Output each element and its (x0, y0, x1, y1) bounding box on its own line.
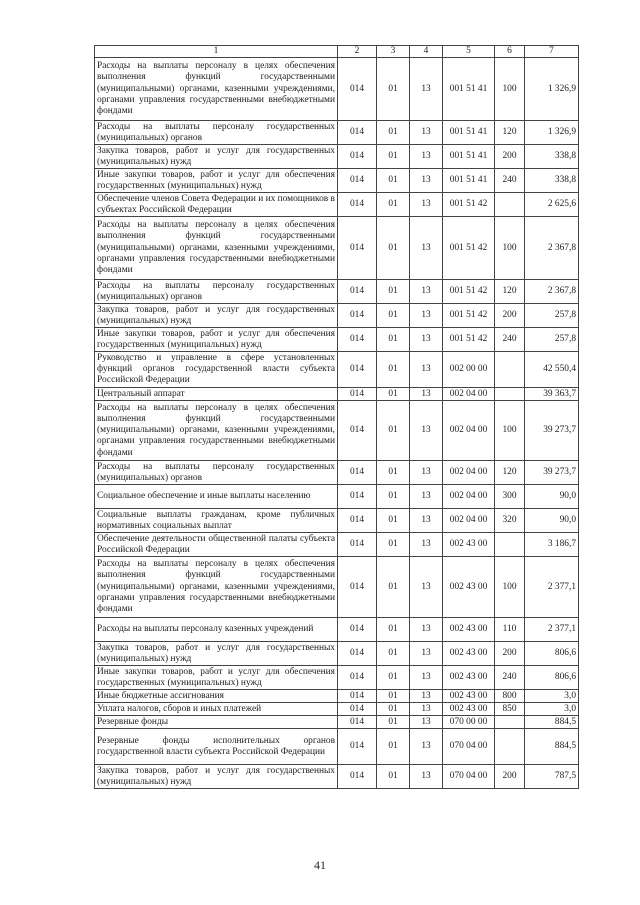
cell-description: Социальные выплаты гражданам, кроме публичных нормативных социальных выплат (95, 509, 338, 533)
table-row (95, 352, 579, 388)
cell-amount: 787,5 (525, 765, 579, 789)
table-row (95, 145, 579, 169)
cell-subsection: 13 (410, 58, 443, 121)
table-row (95, 121, 579, 145)
table-row (95, 217, 579, 280)
cell-description: Социальное обеспечение и иные выплаты населению (95, 485, 338, 509)
cell-description: Расходы на выплаты персоналу в целях обеспечения выполнения функций государственными (муниципальными) органами, казенными учреждениями, органами управления государственными внебюджетными фондами (95, 217, 338, 280)
cell-expense-type: 200 (495, 304, 525, 328)
cell-amount: 1 326,9 (525, 121, 579, 145)
cell-section: 01 (377, 618, 410, 642)
table-row (95, 304, 579, 328)
cell-section: 01 (377, 145, 410, 169)
cell-expense-type (495, 388, 525, 401)
cell-amount: 884,5 (525, 729, 579, 765)
cell-amount: 2 367,8 (525, 217, 579, 280)
cell-expense-type: 100 (495, 557, 525, 618)
cell-description: Иные бюджетные ассигнования (95, 690, 338, 703)
table-body (95, 58, 579, 789)
cell-expense-type: 240 (495, 328, 525, 352)
cell-description: Расходы на выплаты персоналу в целях обеспечения выполнения функций государственными (муниципальными) органами, казенными учреждениями, органами управления государственными внебюджетными фондами (95, 557, 338, 618)
table-row (95, 533, 579, 557)
cell-description: Иные закупки товаров, работ и услуг для обеспечения государственных (муниципальных) нужд (95, 666, 338, 690)
cell-admin-code: 014 (338, 703, 377, 716)
table-row (95, 716, 579, 729)
cell-amount: 90,0 (525, 509, 579, 533)
col-header-2: 2 (338, 46, 377, 58)
cell-expense-type (495, 352, 525, 388)
cell-description: Расходы на выплаты персоналу государственных (муниципальных) органов (95, 461, 338, 485)
col-header-6: 6 (495, 46, 525, 58)
cell-description: Резервные фонды (95, 716, 338, 729)
cell-subsection: 13 (410, 352, 443, 388)
cell-expense-type: 120 (495, 461, 525, 485)
table-row (95, 280, 579, 304)
cell-amount: 90,0 (525, 485, 579, 509)
cell-amount: 884,5 (525, 716, 579, 729)
cell-subsection: 13 (410, 765, 443, 789)
cell-subsection: 13 (410, 557, 443, 618)
cell-expense-type: 200 (495, 145, 525, 169)
cell-amount: 39 363,7 (525, 388, 579, 401)
cell-target-article: 070 04 00 (443, 729, 495, 765)
cell-expense-type: 320 (495, 509, 525, 533)
cell-section: 01 (377, 304, 410, 328)
cell-section: 01 (377, 690, 410, 703)
cell-subsection: 13 (410, 280, 443, 304)
cell-target-article: 002 04 00 (443, 485, 495, 509)
cell-target-article: 002 43 00 (443, 618, 495, 642)
cell-subsection: 13 (410, 618, 443, 642)
table-row (95, 193, 579, 217)
budget-table (94, 45, 579, 789)
cell-expense-type (495, 716, 525, 729)
cell-description: Расходы на выплаты персоналу в целях обеспечения выполнения функций государственными (муниципальными) органами, казенными учреждениями, органами управления государственными внебюджетными фондами (95, 58, 338, 121)
cell-amount: 39 273,7 (525, 461, 579, 485)
table-row (95, 703, 579, 716)
cell-amount: 3,0 (525, 703, 579, 716)
cell-section: 01 (377, 509, 410, 533)
cell-target-article: 002 04 00 (443, 401, 495, 461)
cell-amount: 3,0 (525, 690, 579, 703)
cell-amount: 338,8 (525, 145, 579, 169)
cell-subsection: 13 (410, 703, 443, 716)
cell-section: 01 (377, 461, 410, 485)
cell-description: Расходы на выплаты персоналу государственных (муниципальных) органов (95, 121, 338, 145)
cell-section: 01 (377, 557, 410, 618)
cell-expense-type: 200 (495, 642, 525, 666)
cell-section: 01 (377, 716, 410, 729)
cell-target-article: 001 51 42 (443, 304, 495, 328)
cell-target-article: 002 43 00 (443, 557, 495, 618)
cell-expense-type: 850 (495, 703, 525, 716)
cell-subsection: 13 (410, 401, 443, 461)
cell-expense-type: 120 (495, 280, 525, 304)
cell-target-article: 002 04 00 (443, 509, 495, 533)
cell-section: 01 (377, 485, 410, 509)
cell-admin-code: 014 (338, 690, 377, 703)
cell-expense-type: 100 (495, 217, 525, 280)
cell-subsection: 13 (410, 217, 443, 280)
cell-description: Резервные фонды исполнительных органов государственной власти субъекта Российской Федерации (95, 729, 338, 765)
cell-section: 01 (377, 58, 410, 121)
cell-admin-code: 014 (338, 618, 377, 642)
table-row (95, 461, 579, 485)
cell-amount: 338,8 (525, 169, 579, 193)
cell-section: 01 (377, 729, 410, 765)
cell-target-article: 001 51 42 (443, 280, 495, 304)
table-row (95, 729, 579, 765)
cell-target-article: 070 00 00 (443, 716, 495, 729)
table-row (95, 557, 579, 618)
cell-section: 01 (377, 642, 410, 666)
cell-subsection: 13 (410, 509, 443, 533)
cell-description: Закупка товаров, работ и услуг для государственных (муниципальных) нужд (95, 765, 338, 789)
cell-target-article: 002 43 00 (443, 690, 495, 703)
cell-amount: 2 367,8 (525, 280, 579, 304)
cell-description: Закупка товаров, работ и услуг для государственных (муниципальных) нужд (95, 145, 338, 169)
cell-admin-code: 014 (338, 280, 377, 304)
cell-amount: 806,6 (525, 642, 579, 666)
cell-admin-code: 014 (338, 328, 377, 352)
header-row (95, 46, 579, 58)
cell-target-article: 001 51 42 (443, 328, 495, 352)
cell-subsection: 13 (410, 485, 443, 509)
cell-expense-type (495, 193, 525, 217)
cell-target-article: 002 43 00 (443, 642, 495, 666)
cell-admin-code: 014 (338, 666, 377, 690)
cell-amount: 2 377,1 (525, 557, 579, 618)
cell-admin-code: 014 (338, 485, 377, 509)
cell-subsection: 13 (410, 328, 443, 352)
cell-section: 01 (377, 280, 410, 304)
cell-admin-code: 014 (338, 58, 377, 121)
cell-section: 01 (377, 217, 410, 280)
cell-amount: 1 326,9 (525, 58, 579, 121)
cell-expense-type (495, 533, 525, 557)
cell-subsection: 13 (410, 121, 443, 145)
table-row (95, 401, 579, 461)
cell-target-article: 001 51 42 (443, 193, 495, 217)
cell-amount: 806,6 (525, 666, 579, 690)
table-row (95, 765, 579, 789)
cell-subsection: 13 (410, 642, 443, 666)
col-header-1: 1 (95, 46, 338, 58)
cell-admin-code: 014 (338, 304, 377, 328)
col-header-7: 7 (525, 46, 579, 58)
table-row (95, 509, 579, 533)
cell-amount: 257,8 (525, 304, 579, 328)
cell-subsection: 13 (410, 666, 443, 690)
cell-target-article: 001 51 41 (443, 169, 495, 193)
cell-section: 01 (377, 666, 410, 690)
cell-amount: 3 186,7 (525, 533, 579, 557)
table-row (95, 618, 579, 642)
cell-amount: 2 377,1 (525, 618, 579, 642)
cell-subsection: 13 (410, 169, 443, 193)
cell-subsection: 13 (410, 304, 443, 328)
cell-description: Обеспечение деятельности общественной палаты субъекта Российской Федерации (95, 533, 338, 557)
cell-expense-type: 240 (495, 666, 525, 690)
cell-subsection: 13 (410, 388, 443, 401)
cell-admin-code: 014 (338, 729, 377, 765)
cell-subsection: 13 (410, 193, 443, 217)
cell-description: Расходы на выплаты персоналу казенных учреждений (95, 618, 338, 642)
cell-admin-code: 014 (338, 716, 377, 729)
cell-admin-code: 014 (338, 533, 377, 557)
cell-amount: 257,8 (525, 328, 579, 352)
cell-subsection: 13 (410, 461, 443, 485)
cell-description: Руководство и управление в сфере установленных функций органов государственной власти субъекта Российской Федерации (95, 352, 338, 388)
cell-target-article: 001 51 41 (443, 58, 495, 121)
cell-section: 01 (377, 388, 410, 401)
cell-expense-type: 800 (495, 690, 525, 703)
cell-description: Обеспечение членов Совета Федерации и их помощников в субъектах Российской Федерации (95, 193, 338, 217)
cell-subsection: 13 (410, 716, 443, 729)
cell-admin-code: 014 (338, 461, 377, 485)
table-row (95, 666, 579, 690)
col-header-4: 4 (410, 46, 443, 58)
cell-target-article: 001 51 41 (443, 145, 495, 169)
cell-admin-code: 014 (338, 765, 377, 789)
col-header-3: 3 (377, 46, 410, 58)
table-row (95, 58, 579, 121)
cell-target-article: 002 04 00 (443, 461, 495, 485)
cell-description: Расходы на выплаты персоналу государственных (муниципальных) органов (95, 280, 338, 304)
table-row (95, 388, 579, 401)
table-row (95, 642, 579, 666)
cell-section: 01 (377, 703, 410, 716)
table-row (95, 169, 579, 193)
cell-target-article: 002 04 00 (443, 388, 495, 401)
cell-amount: 42 550,4 (525, 352, 579, 388)
cell-expense-type: 300 (495, 485, 525, 509)
cell-expense-type: 100 (495, 401, 525, 461)
cell-subsection: 13 (410, 533, 443, 557)
table-row (95, 328, 579, 352)
cell-target-article: 001 51 42 (443, 217, 495, 280)
table-row (95, 690, 579, 703)
cell-target-article: 002 43 00 (443, 703, 495, 716)
cell-description: Уплата налогов, сборов и иных платежей (95, 703, 338, 716)
cell-expense-type: 200 (495, 765, 525, 789)
cell-expense-type (495, 729, 525, 765)
cell-target-article: 070 04 00 (443, 765, 495, 789)
cell-section: 01 (377, 352, 410, 388)
cell-admin-code: 014 (338, 121, 377, 145)
cell-amount: 39 273,7 (525, 401, 579, 461)
cell-admin-code: 014 (338, 557, 377, 618)
cell-admin-code: 014 (338, 401, 377, 461)
cell-description: Расходы на выплаты персоналу в целях обеспечения выполнения функций государственными (муниципальными) органами, казенными учреждениями, органами управления государственными внебюджетными фондами (95, 401, 338, 461)
cell-amount: 2 625,6 (525, 193, 579, 217)
cell-subsection: 13 (410, 729, 443, 765)
cell-description: Закупка товаров, работ и услуг для государственных (муниципальных) нужд (95, 642, 338, 666)
cell-admin-code: 014 (338, 388, 377, 401)
cell-description: Иные закупки товаров, работ и услуг для обеспечения государственных (муниципальных) нужд (95, 328, 338, 352)
cell-expense-type: 240 (495, 169, 525, 193)
page-number: 41 (314, 858, 326, 872)
cell-admin-code: 014 (338, 352, 377, 388)
cell-section: 01 (377, 533, 410, 557)
cell-target-article: 002 43 00 (443, 533, 495, 557)
cell-admin-code: 014 (338, 509, 377, 533)
cell-admin-code: 014 (338, 642, 377, 666)
table-row (95, 485, 579, 509)
cell-admin-code: 014 (338, 169, 377, 193)
cell-section: 01 (377, 765, 410, 789)
cell-subsection: 13 (410, 145, 443, 169)
col-header-5: 5 (443, 46, 495, 58)
cell-target-article: 002 43 00 (443, 666, 495, 690)
cell-admin-code: 014 (338, 193, 377, 217)
cell-section: 01 (377, 121, 410, 145)
cell-admin-code: 014 (338, 217, 377, 280)
cell-expense-type: 110 (495, 618, 525, 642)
cell-admin-code: 014 (338, 145, 377, 169)
cell-description: Центральный аппарат (95, 388, 338, 401)
cell-expense-type: 100 (495, 58, 525, 121)
cell-target-article: 002 00 00 (443, 352, 495, 388)
cell-description: Закупка товаров, работ и услуг для государственных (муниципальных) нужд (95, 304, 338, 328)
cell-subsection: 13 (410, 690, 443, 703)
cell-section: 01 (377, 193, 410, 217)
cell-expense-type: 120 (495, 121, 525, 145)
cell-section: 01 (377, 401, 410, 461)
cell-section: 01 (377, 328, 410, 352)
cell-section: 01 (377, 169, 410, 193)
cell-description: Иные закупки товаров, работ и услуг для обеспечения государственных (муниципальных) нужд (95, 169, 338, 193)
cell-target-article: 001 51 41 (443, 121, 495, 145)
